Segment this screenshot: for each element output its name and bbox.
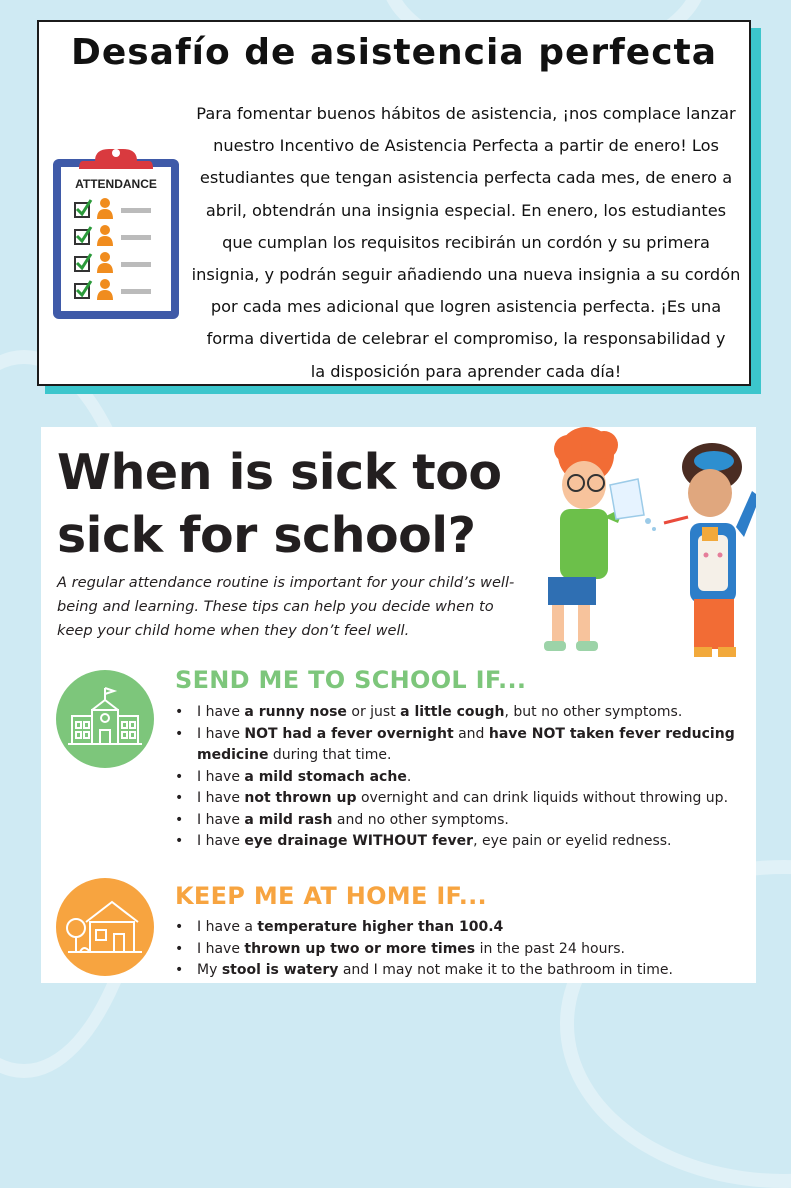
house-icon: [56, 878, 154, 976]
intro-line: being and learning. These tips can help you decide when to: [57, 598, 494, 615]
body-line: estudiantes que tengan asistencia perfecta cada mes, de enero a: [199, 168, 733, 188]
list-item: • I have thrown up two or more times in the past 24 hours.: [175, 939, 673, 961]
list-item: • I have a runny nose or just a little cough, but no other symptoms.: [175, 702, 735, 724]
attendance-challenge-card: [37, 20, 751, 386]
title-line: When is sick too: [57, 444, 502, 501]
list-item: • I have a mild stomach ache.: [175, 767, 735, 789]
boy-sneezing-icon: [544, 427, 656, 651]
clipboard-label: ATTENDANCE: [75, 177, 157, 191]
card-title: Desafío de asistencia perfecta: [70, 32, 718, 73]
sick-guide-intro: [57, 571, 537, 643]
list-item: • I have a mild rash and no other symptoms.: [175, 810, 735, 832]
body-line: por cada mes adicional que logren asistencia perfecta. ¡Es una: [210, 297, 722, 317]
body-line: que cumplan los requisitos recibirán un cordón y su primera: [222, 232, 710, 252]
card-body-text: [183, 98, 749, 388]
body-line: forma divertida de celebrar el compromiso, la responsabilidad y: [206, 329, 726, 349]
attendance-clipboard-icon: [51, 145, 181, 323]
sick-guide-panel: [41, 427, 756, 983]
keep-at-home-heading: KEEP ME AT HOME IF...: [175, 882, 487, 910]
list-item: • I have NOT had a fever overnight and have NOT taken fever reducing: [175, 724, 735, 746]
title-line: sick for school?: [57, 507, 476, 564]
body-line: Para fomentar buenos hábitos de asistencia, ¡nos complace lanzar: [196, 104, 736, 123]
keep-at-home-list: [175, 917, 673, 982]
intro-line: A regular attendance routine is important for your child’s well-: [57, 574, 515, 591]
list-item: • I have a temperature higher than 100.4: [175, 917, 673, 939]
intro-line: keep your child home when they don’t feel well.: [57, 622, 410, 639]
body-line: la disposición para aprender cada día!: [310, 361, 622, 381]
body-line: nuestro Incentivo de Asistencia Perfecta a partir de enero! Los: [213, 136, 719, 156]
list-item-continuation: medicine during that time.: [197, 747, 392, 763]
body-line: abril, obtendrán una insignia especial. En enero, los estudiantes: [205, 200, 727, 220]
girl-with-thermometer-icon: [664, 443, 756, 657]
send-to-school-heading: SEND ME TO SCHOOL IF...: [175, 666, 527, 694]
list-item: • I have eye drainage WITHOUT fever, eye pain or eyelid redness.: [175, 831, 735, 853]
send-to-school-list: [175, 702, 735, 853]
body-line: insignia, y podrán seguir añadiendo una nueva insignia a su cordón: [191, 265, 741, 285]
sick-guide-title: [57, 441, 547, 567]
list-item: • I have not thrown up overnight and can drink liquids without throwing up.: [175, 788, 735, 810]
sick-kids-illustration: [534, 427, 756, 667]
home-icon-circle: [56, 878, 154, 976]
list-item: • My stool is watery and I may not make it to the bathroom in time.: [175, 960, 673, 982]
school-icon-circle: [56, 670, 154, 768]
school-building-icon: [56, 670, 154, 768]
